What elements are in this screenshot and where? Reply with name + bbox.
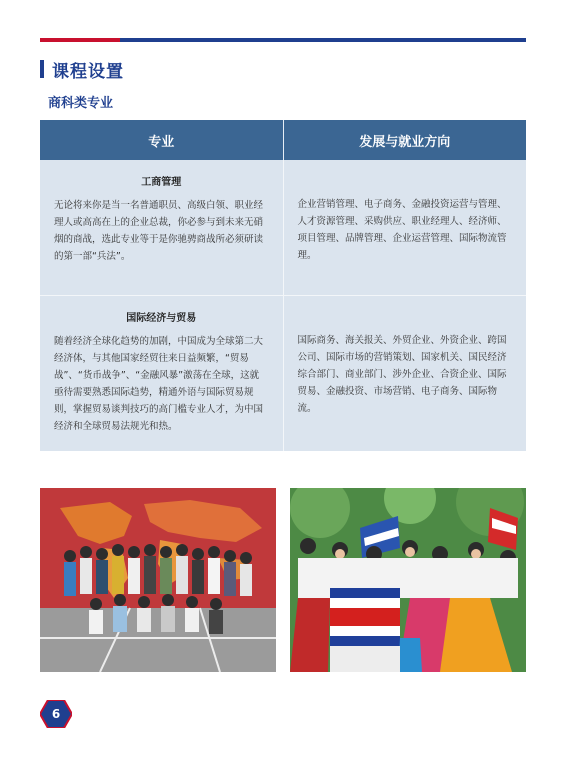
title-accent-bar	[40, 60, 44, 78]
column-header-career: 发展与就业方向	[359, 134, 451, 150]
students-group-photo	[40, 488, 276, 672]
majors-table	[40, 120, 526, 451]
major-cell	[40, 160, 284, 295]
major-name: 国际经济与贸易	[126, 313, 197, 324]
festival-dancers-photo	[290, 488, 526, 672]
table-row	[40, 160, 526, 295]
top-divider-blue	[120, 38, 526, 42]
career-cell: 企业营销管理、电子商务、金融投资运营与管理、人才资源管理、采购供应、职业经理人、经济师、项目管理、品牌管理、企业运营管理、国际物流管理。	[297, 199, 507, 261]
top-divider	[40, 38, 526, 42]
table-header	[40, 120, 526, 160]
students-group-illustration	[40, 488, 276, 672]
career-cell: 国际商务、海关报关、外贸企业、外资企业、跨国公司、国际市场的营销策划、国家机关、国民经济综合部门、商业部门、涉外企业、合资企业、国际贸易、金融投资、市场营销、电子商务、国际物流。	[297, 335, 507, 414]
major-description: 无论将来你是当一名普通职员、高级白领、职业经理人或高高在上的企业总裁，你必参与到未来无硝烟的商战，选此专业等于是你驰骋商战所必须研读的第一部“兵法”。	[54, 200, 264, 262]
section-subtitle: 商科类专业	[48, 96, 114, 111]
column-header-major: 专业	[40, 120, 284, 160]
section-title	[40, 58, 124, 80]
page-title: 课程设置	[52, 61, 124, 82]
festival-dancers-illustration	[290, 488, 526, 672]
major-description: 随着经济全球化趋势的加剧，中国成为全球第二大经济体，与其他国家经贸往来日益频繁，“贸易战”、“货币战争”、“金融风暴”激荡在全球，这就亟待需要熟悉国际趋势，精通外语与国际贸易规则，掌握贸易谈判技巧的高门槛专业人才，为中国经济和全球贸易法规光和热。	[54, 336, 264, 432]
table-row	[40, 295, 526, 451]
top-divider-red	[40, 38, 120, 42]
major-name: 工商管理	[141, 177, 182, 188]
major-cell	[40, 296, 284, 451]
page-number: 6	[51, 707, 61, 721]
